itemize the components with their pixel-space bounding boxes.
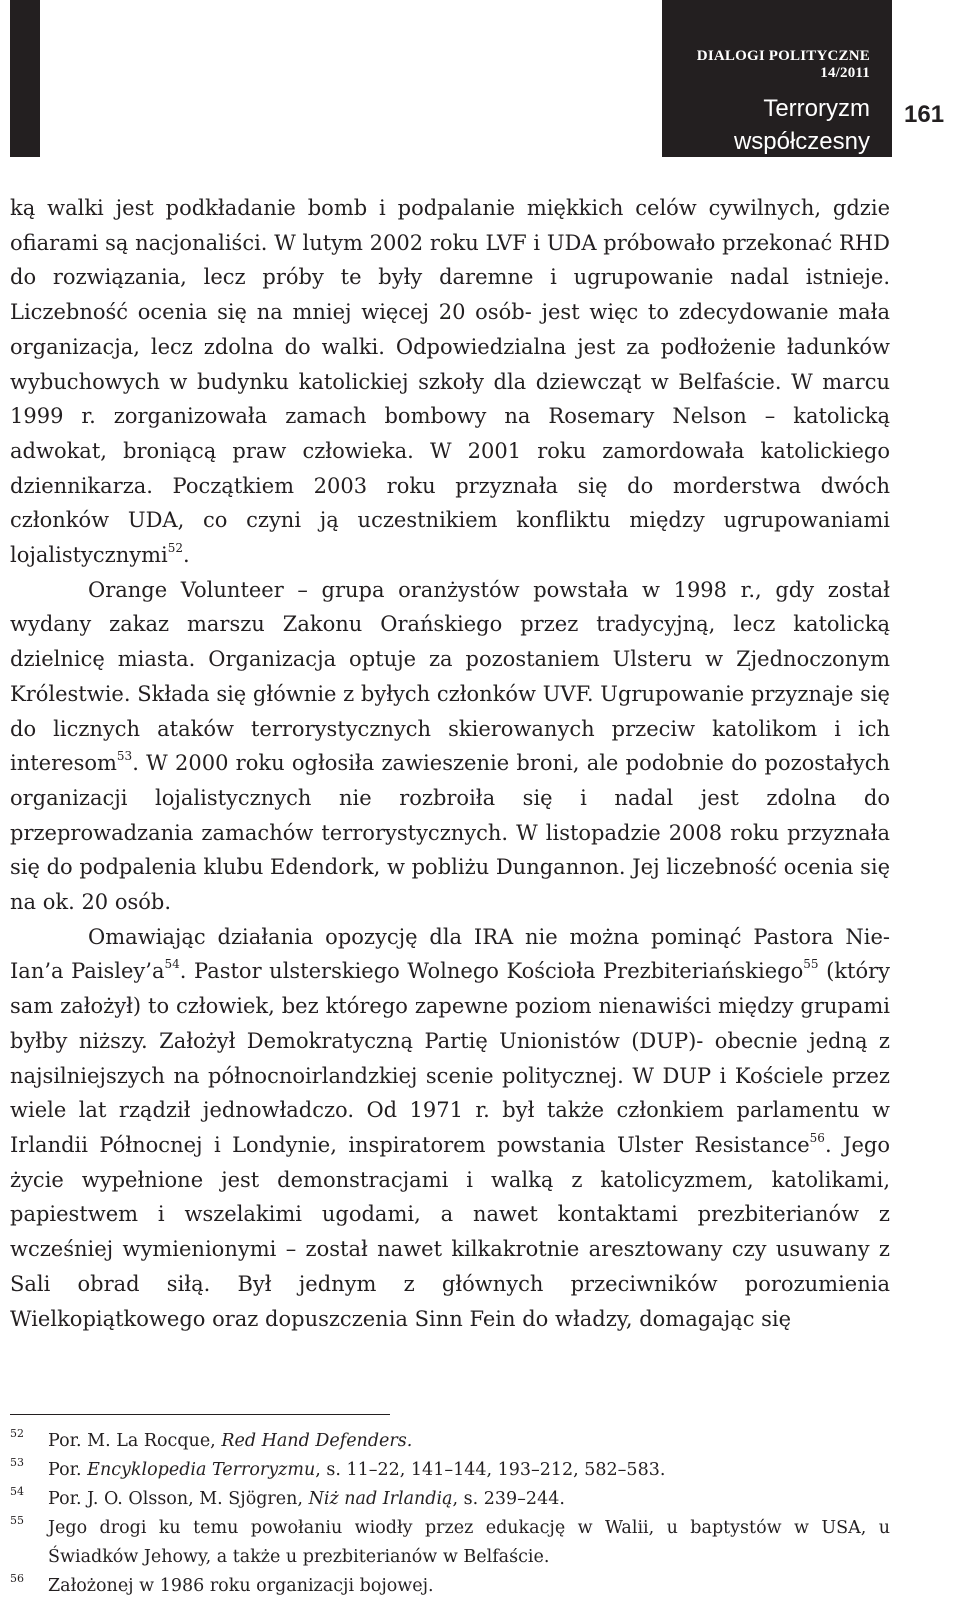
footnote: 56 Założonej w 1986 roku organizacji bojowej. [10,1572,890,1601]
footnote-ref: 53 [116,749,133,764]
footnote: 54 Por. J. O. Olsson, M. Sjögren, Niż nad Irlandią, s. 239–244. [10,1485,890,1514]
paragraph: Omawiając działania opozycję dla IRA nie można pominąć Pastora Nie- Ian’a Paisley’a$^{54}$. Pastor ulsterskiego Wolnego Kościoła Prezbiteriańskiego$^{55}$ (który sam założył) to człowiek, bez którego zapewne poziom nienawiści między grupami byłby niższy. Założył Demokratyczną Partię Unionistów (DUP)- obecnie jedną z najsilniejszych na północnoirlandzkiej scenie politycznej. W DUP i Kościele przez wiele lat rządził jednowładczo. Od 1971 r. był także członkiem parlamentu w Irlandii Północnej i Londynie, inspiratorem powstania Ulster Resistance$^{56}$. Jego życie wypełnione jest demonstracjami i walką z katolicyzmem, katolikami, papiestwem i wszelakimi ugodami, a nawet kontaktami prezbiterianów z wcześniej wymienionymi – został nawet kilkakrotnie aresztowany czy usuwany z Sali obrad siłą. Był jednym z głównych przeciwników porozumienia Wielkopiątkowego oraz dopuszczenia Sinn Fein do władzy, domagając się [10,924,890,1331]
footnote-number: 54 [10,1485,24,1498]
page-number: 161 [904,101,945,128]
footnote-ref: 56 [809,1130,825,1145]
paragraph: ką walki jest podkładanie bomb i podpalanie miękkich celów cywilnych, gdzie ofiarami są nacjonaliści. W lutym 2002 roku LVF i UDA próbowało przekonać RHD do rozwiązania, lecz próby te były daremne i ugrupowanie nadal istnieje. Liczebność ocenia się na mniej więcej 20 osób- jest więc to zdecydowanie mała organizacja, lecz zdolna do walki. Odpowiedzialna jest za podłożenie ładunków wybuchowych w budynku katolickiej szkoły dla dziewcząt w Belfaście. W marcu 1999 r. zorganizowała zamach bombowy na Rosemary Nelson – katolicką adwokat, broniącą praw człowieka. W 2001 roku zamordowała katolickiego dziennikarza. Początkiem 2003 roku przyznała się do morderstwa dwóch członków UDA, co czyni ją uczestnikiem konfliktu między ugrupowaniami lojalistycznymi$^{52}$. [10,196,890,568]
section-title: Terroryzm współczesny [733,95,870,155]
footnote: 55 Jego drogi ku temu powołaniu wiodły przez edukację w Walii, u baptystów w USA, u Świadków Jehowy, a także u prezbiterianów w Belfaście. [10,1514,890,1572]
footnote-number: 55 [10,1514,24,1527]
body-text [10,191,890,1336]
footnote-number: 53 [10,1456,24,1469]
left-margin-bar [10,0,40,157]
footnote-ref: 52 [167,541,184,556]
footnote-number: 52 [10,1427,24,1440]
paragraph: Orange Volunteer – grupa oranżystów powstała w 1998 r., gdy został wydany zakaz marszu Zakonu Orańskiego przez tradycyjną, lecz katolicką dzielnicę miasta. Organizacja optuje za pozostaniem Ulsteru w Zjednoczonym Królestwie. Składa się głównie z byłych członków UVF. Ugrupowanie przyznaje się do licznych ataków terrorystycznych skierowanych przeciw katolikom i ich interesom$^{53}$. W 2000 roku ogłosiła zawieszenie broni, ale podobnie do pozostałych organizacji lojalistycznych nie rozbroiła się i nadal jest zdolna do przeprowadzania zamachów terrorystycznych. W listopadzie 2008 roku przyznała się do podpalenia klubu Edendork, w pobliżu Dungannon. Jej liczebność ocenia się na ok. 20 osób. [10,577,890,915]
footnotes [10,1427,890,1601]
footnote: 52 Por. M. La Rocque, Red Hand Defenders. [10,1427,890,1456]
running-header [662,0,892,157]
footnote-number: 56 [10,1572,24,1585]
footnote-ref: 54 [164,957,180,972]
journal-title: DIALOGI POLITYCZNE 14/2011 [696,48,870,81]
footnote-separator [10,1414,390,1415]
footnote-ref: 55 [803,957,819,972]
footnote: 53 Por. Encyklopedia Terroryzmu, s. 11–22, 141–144, 193–212, 582–583. [10,1456,890,1485]
